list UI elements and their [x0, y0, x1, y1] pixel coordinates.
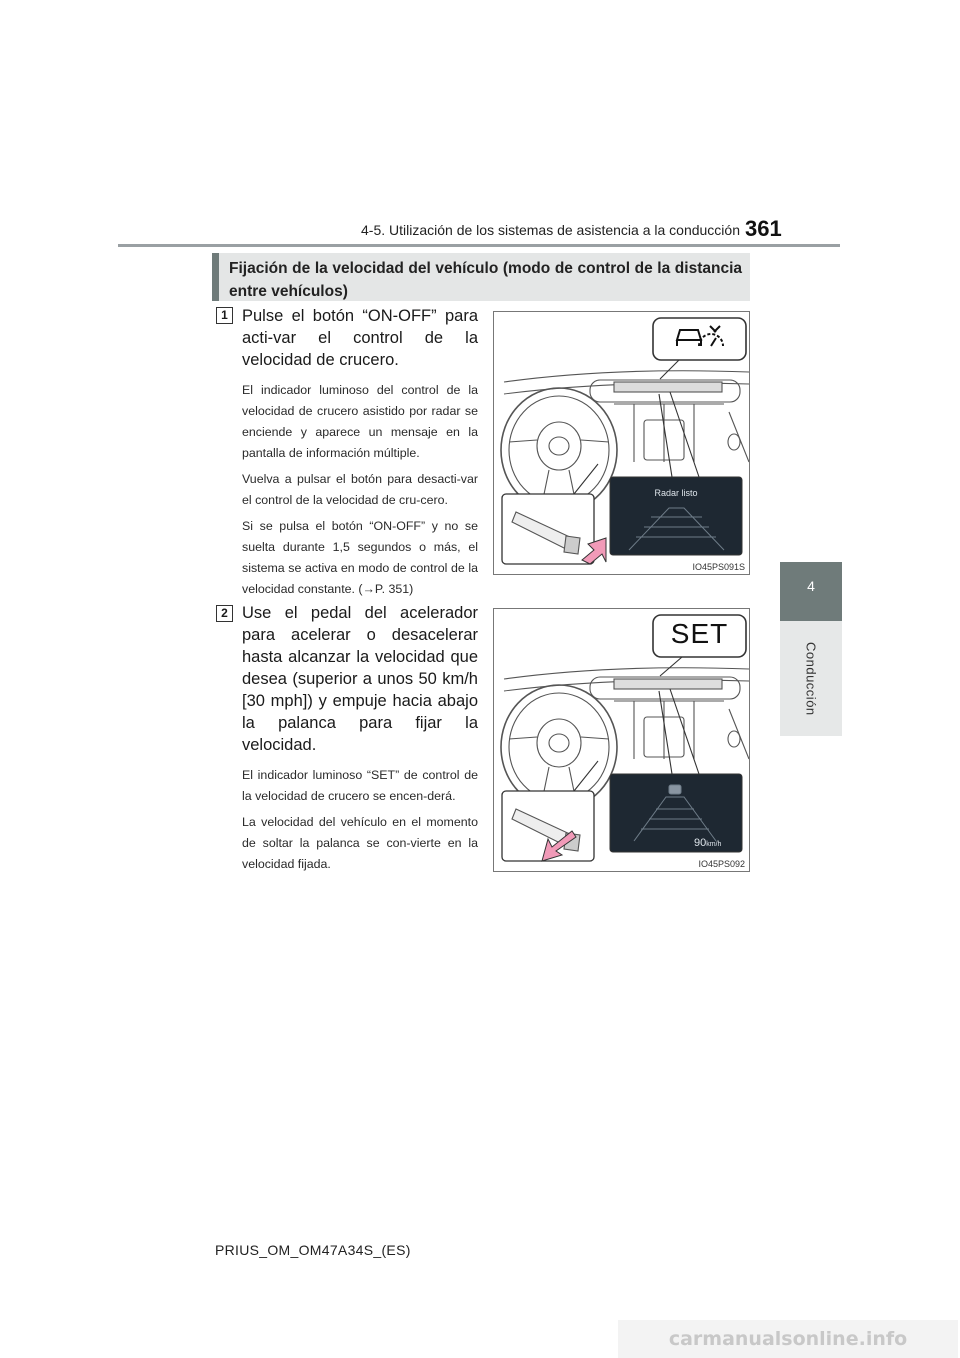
step-number-1: 1 [216, 307, 233, 324]
display-speed-unit: km/h [706, 841, 722, 848]
step-2-text [242, 602, 478, 875]
step-1-note-2: Vuelva a pulsar el botón para desacti-var el control de la velocidad de cru-cero. [242, 472, 478, 507]
display-speed [694, 833, 721, 851]
step-1-main: Pulse el botón “ON-OFF” para acti-var el control de la velocidad de crucero. [242, 307, 478, 369]
header-rule [118, 244, 840, 247]
step-2-note-2: La velocidad del vehículo en el momento de soltar la palanca se con-vierte en la velocidad fijada. [242, 815, 478, 871]
page-number: 361 [745, 216, 782, 241]
chapter-label: Conducción [803, 641, 819, 716]
display-speed-value: 90 [694, 837, 707, 849]
figure-2 [493, 608, 750, 872]
step-2-note-1: El indicador luminoso “SET” de control de la velocidad de crucero se encen-derá. [242, 768, 478, 803]
set-callout-text: SET [670, 618, 729, 649]
figure-1 [493, 311, 750, 575]
display-message: Radar listo [654, 488, 698, 498]
figure-1-code: IO45PS091S [692, 562, 745, 572]
section-heading: Fijación de la velocidad del vehículo (modo de control de la distancia entre vehículos) [212, 253, 750, 301]
figure-1-illustration [494, 312, 749, 574]
step-1-text [242, 305, 478, 600]
header-section-title: 4-5. Utilización de los sistemas de asistencia a la conducción [361, 222, 740, 238]
step-1-note-3: Si se pulsa el botón “ON-OFF” y no se suelta durante 1,5 segundos o más, el sistema se activa en modo de control de la velocidad constante. (→P. 351) [242, 519, 478, 596]
step-number-2: 2 [216, 605, 233, 622]
step-1-note-1: El indicador luminoso del control de la velocidad de crucero asistido por radar se enciende y aparece un mensaje en la pantalla de información múltiple. [242, 383, 478, 460]
step-2-main: Use el pedal del acelerador para acelerar o desacelerar hasta alcanzar la velocidad que desea (superior a unos 50 km/h [30 mph]) y empuje hacia abajo la palanca para fijar la velocidad. [242, 604, 478, 754]
chapter-label-wrap [780, 621, 842, 736]
watermark: carmanualsonline.info [618, 1320, 958, 1358]
figure-2-code: IO45PS092 [698, 859, 745, 869]
footer-document-code: PRIUS_OM_OM47A34S_(ES) [215, 1242, 411, 1258]
chapter-number: 4 [807, 578, 815, 594]
